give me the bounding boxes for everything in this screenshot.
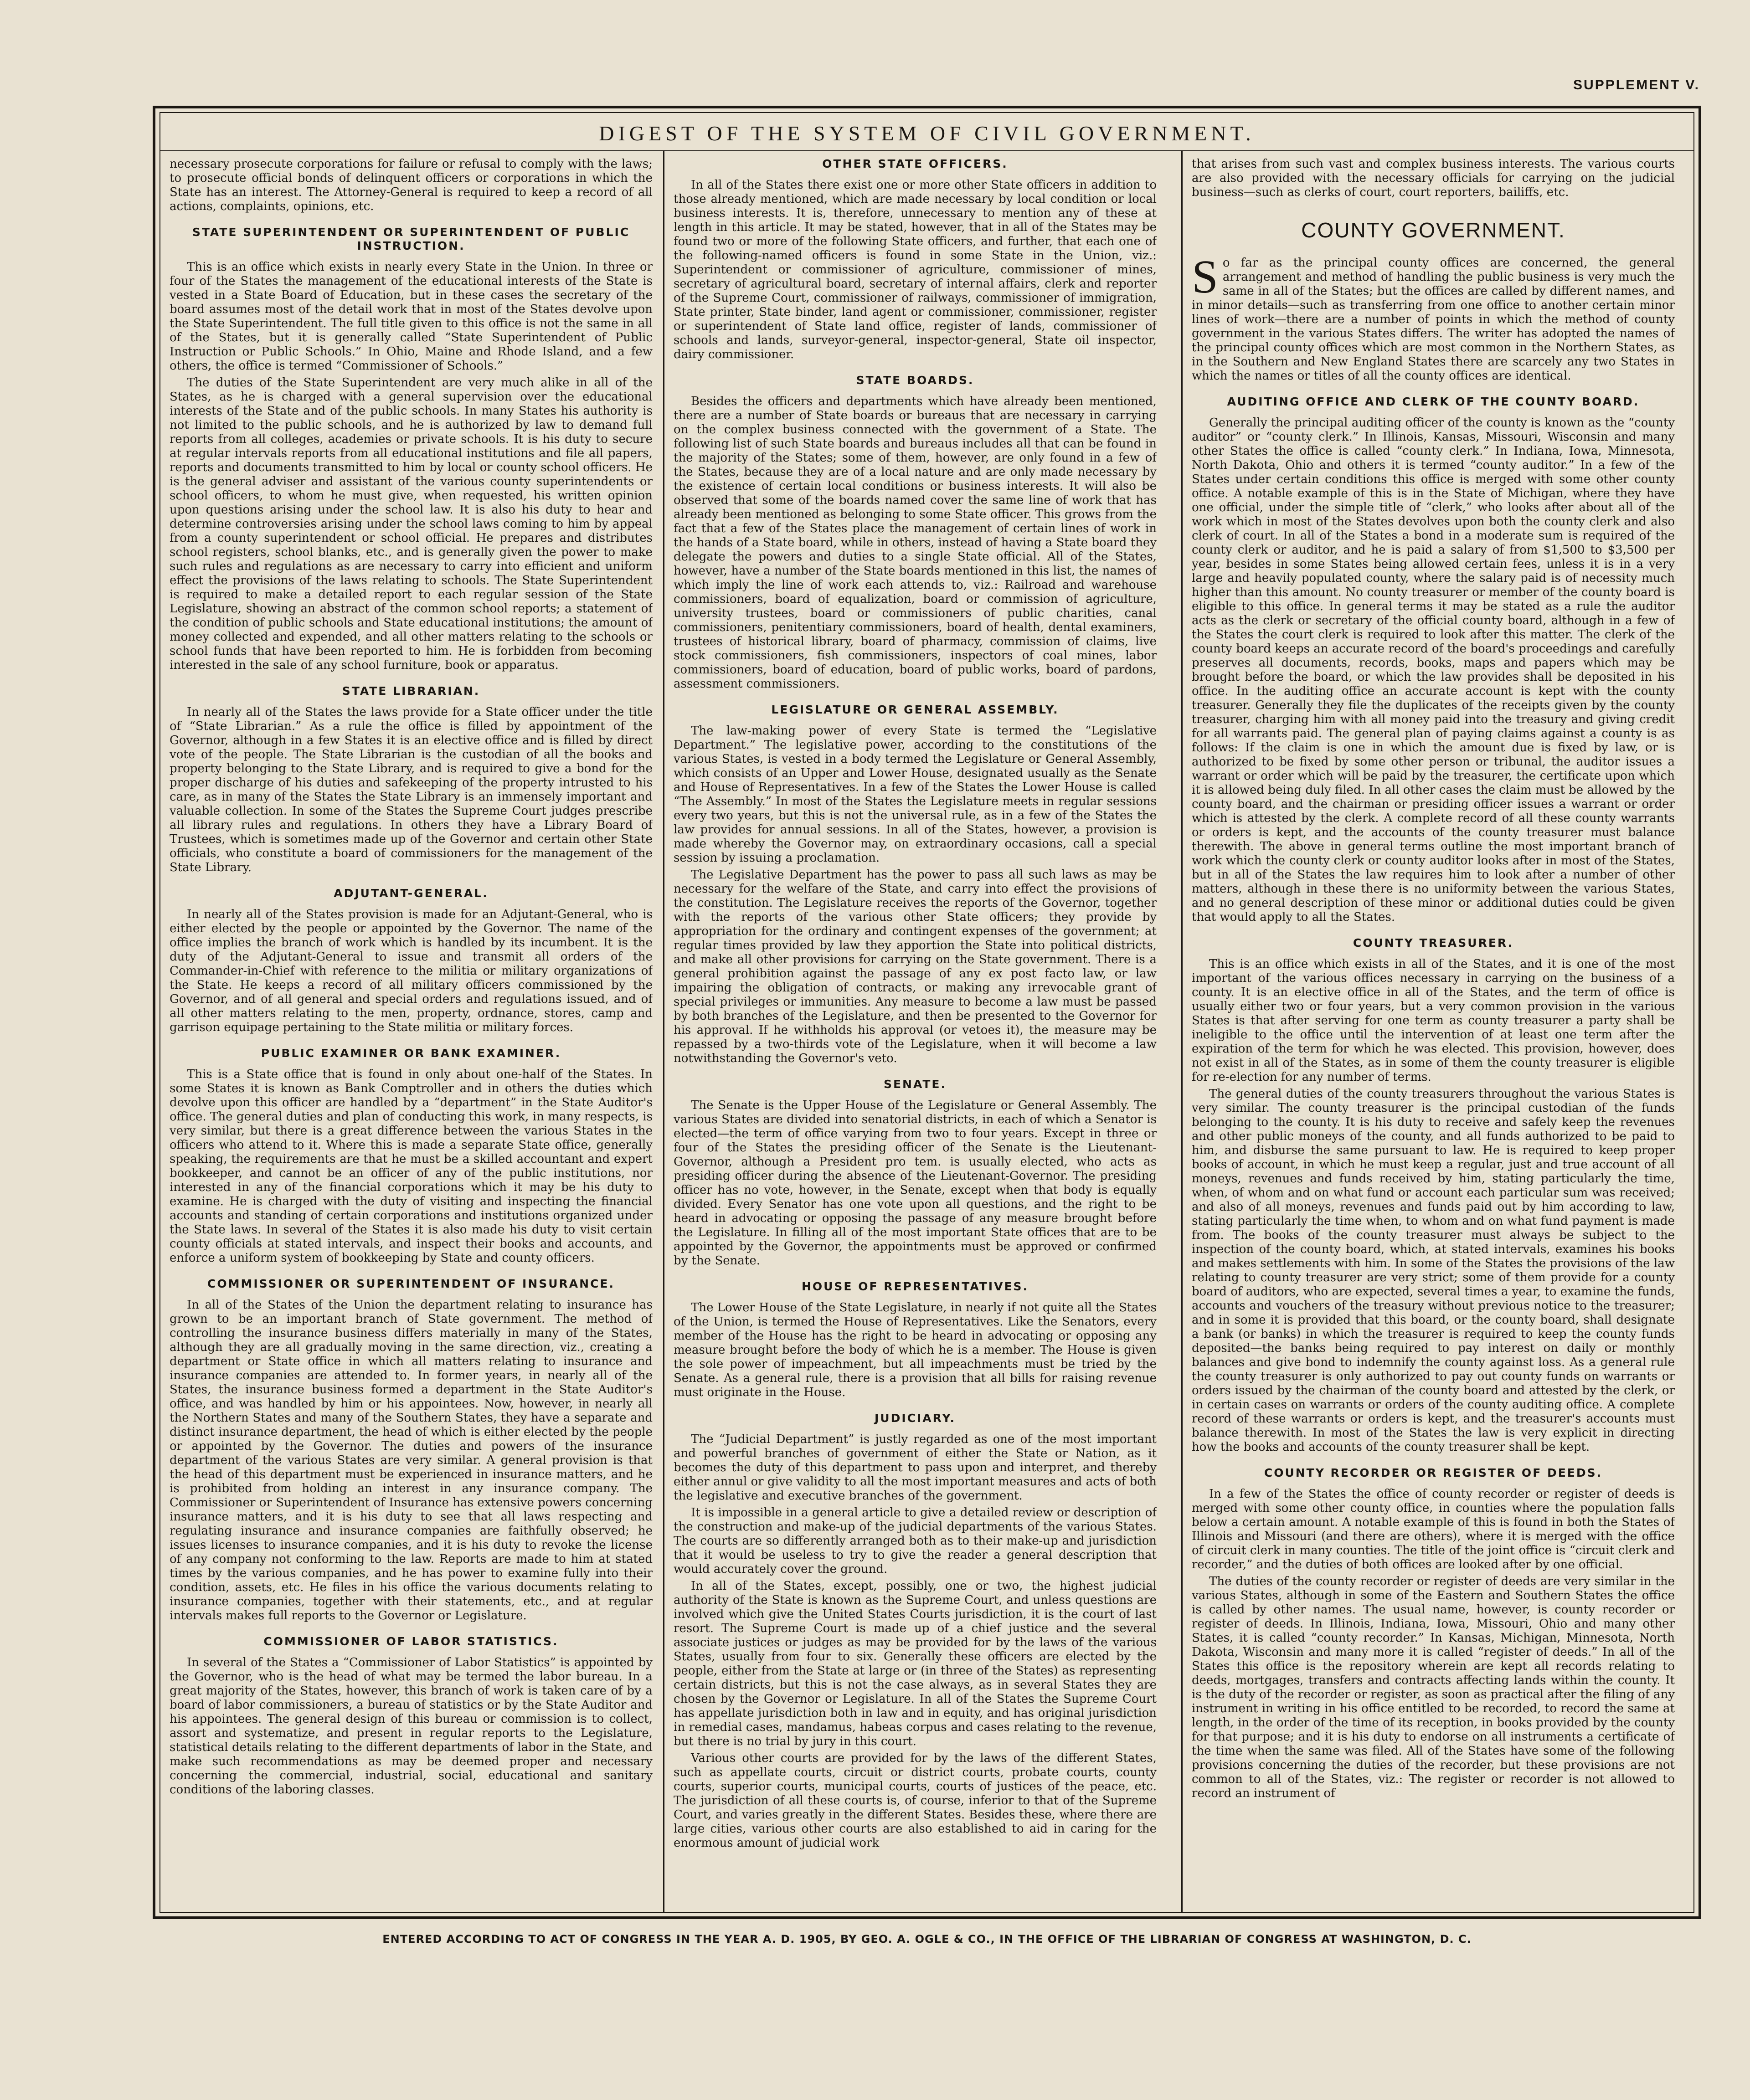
section-heading-superintendent: STATE SUPERINTENDENT OR SUPERINTENDENT OF PUBLIC INSTRUCTION. [192,226,630,252]
section-heading-other-officers: OTHER STATE OFFICERS. [822,157,1008,170]
paragraph: In all of the States of the Union the department relating to insurance has grown to be an important branch of State government. The method of controlling the insurance business differs materially in many of the States, although they are all gradually moving in the same direction, viz., creating a department or State office in which all matters relating to insurance and insurance companies are attended to. In former years, in nearly all of the States, the insurance business formed a department in the State Auditor's office, and was handled by him or his appointees. Now, however, in nearly all the Northern States and many of the Southern States, they have a separate and distinct insurance department, the head of which is either elected by the people or appointed by the Governor. The duties and powers of the insurance department of the various States are very similar. A general provision is that the head of this department must be experienced in insurance matters, and he is prohibited from holding an interest in any insurance company. The Commissioner or Superintendent of Insurance has extensive powers concerning insurance matters, and it is his duty to see that all laws respecting and regulating insurance and insurance companies are faithfully observed; he issues licenses to insurance companies, and it is his duty to revoke the license of any company not conforming to the law. Reports are made to him at stated times by the various companies, and he has power to examine fully into their condition, assets, etc. He files in his office the various documents relating to insurance companies, together with their statements, etc., and at regular intervals makes full reports to the Governor or Legislature. [170,1298,653,1622]
paragraph: Besides the officers and departments which have already been mentioned, there are a number of State boards or bureaus that are necessary in carrying on the complex business connected with the government of a State. The following list of such State boards and bureaus includes all that can be found in the majority of the States; some of them, however, are only found in a few of the States, because they are of a local nature and are only made necessary by the existence of certain local conditions or business interests. It will also be observed that some of the boards named cover the same line of work that has already been mentioned as belonging to some State officer. This grows from the fact that a few of the States place the management of certain lines of work in the hands of a State board, while in others, instead of having a State board they delegate the powers and duties to a single State official. All of the States, however, have a number of the State boards mentioned in this list, the names of which imply the line of work each attends to, viz.: Railroad and warehouse commissioners, board of equalization, board or commission of agriculture, university trustees, board or commissioners of public charities, canal commissioners, penitentiary commissioners, board of health, dental examiners, trustees of historical library, board of pharmacy, commission of claims, live stock commissioners, fish commissioners, inspectors of coal mines, labor commissioners, board of education, board of public works, board of pardons, assessment commissioners. [674,395,1157,691]
paragraph: In a few of the States the office of county recorder or register of deeds is merged with some other county office, in counties where the population falls below a certain amount. A notable example of this is found in both the States of Illinois and Missouri (and there are others), where it is merged with the office of circuit clerk in many counties. The title of the joint office is “circuit clerk and recorder,” and the duties of both offices are looked after by one official. [1192,1487,1675,1571]
section-heading-labor: COMMISSIONER OF LABOR STATISTICS. [263,1635,559,1648]
paragraph: So far as the principal county offices are concerned, the general arrangement and method of handling the public business is very much the same in all of the States; but the offices are called by different names, and in minor details—such as transferring from one office to another certain minor lines of work—there are a number of points in which the method of county government in the various States differs. The writer has adopted the names of the principal county offices which are most common in the Northern States, as in the Southern and New England States there are scarcely any two States in which the names or titles of all the county offices are identical. [1192,251,1675,383]
paragraph: The Lower House of the State Legislature, in nearly if not quite all the States of the Union, is termed the House of Representatives. Like the Senators, every member of the House has the right to be heard in advocating or opposing any measure brought before the body of which he is a member. The House is given the sole power of impeachment, but all impeachments must be tried by the Senate. As a general rule, there is a provision that all bills for raising revenue must originate in the House. [674,1301,1157,1399]
paragraph: This is an office which exists in nearly every State in the Union. In three or four of the States the management of the educational interests of the State is vested in a State Board of Education, but in these cases the secretary of the board assumes most of the detail work that in most of the States devolve upon the State Superintendent. The full title given to this office is not the same in all of the States, but it is generally called “State Superintendent of Public Instruction or Public Schools.” In Ohio, Maine and Rhode Island, and a few others, the office is termed “Commissioner of Schools.” [170,260,653,373]
paragraph: Generally the principal auditing officer of the county is known as the “county auditor” or “county clerk.” In Illinois, Kansas, Missouri, Wisconsin and many other States the office is called “county clerk.” In Indiana, Iowa, Minnesota, North Dakota, Ohio and others it is termed “county auditor.” In a few of the States under certain conditions this office is merged with some other county office. A notable example of this is in the State of Michigan, where they have one official, under the simple title of “clerk,” who looks after about all of the work which in most of the States devolves upon both the county clerk and also clerk of court. In all of the States a bond in a moderate sum is required of the county clerk or auditor, and he is paid a salary of from $1,500 to $3,500 per year, besides in some States being allowed certain fees, unless it is in a very large and heavily populated county, where the salary paid is of necessity much higher than this amount. No county treasurer or member of the county board is eligible to this office. In general terms it may be stated as a rule the auditor acts as the clerk or secretary of the official county board, although in a few of the States the court clerk is required to look after this matter. The clerk of the county board keeps an accurate record of the board's proceedings and carefully preserves all documents, records, books, maps and papers which may be brought before the board, or which the law provides shall be deposited in his office. In the auditing office an accurate account is kept with the county treasurer. Generally they file the duplicates of the receipts given by the county treasurer, charging him with all money paid into the treasury and giving credit for all warrants paid. The general plan of paying claims against a county is as follows: If the claim is one in which the amount due is fixed by law, or is authorized to be fixed by some other person or tribunal, the auditor issues a warrant or order which will be paid by the treasurer, the certificate upon which it is allowed being duly filed. In all other cases the claim must be allowed by the county board, and the chairman or presiding officer issues a warrant or order which is attested by the clerk. A complete record of all these county warrants or orders is kept, and the accounts of the county treasurer must balance therewith. The above in general terms outline the most important branch of work which the county clerk or county auditor looks after in most of the States, but in all of the States the law requires him to look after a number of other matters, although in these there is no uniformity between the various States, and no general description of these minor or additional duties could be given that would apply to all the States. [1192,416,1675,924]
paragraph: This is an office which exists in all of the States, and it is one of the most important of the various offices necessary in carrying on the business of a county. It is an elective office in all of the States, and the term of office is usually either two or four years, but a very common provision in the various States is that after serving for one term as county treasurer a party shall be ineligible to the office until the intervention of at least one term after the expiration of the term for which he was elected. This provision, however, does not exist in all of the States, as in some of them the county treasurer is eligible for re-election for any number of terms. [1192,957,1675,1084]
paragraph: In all of the States there exist one or more other State officers in addition to those already mentioned, which are made necessary by local condition or local business interests. It is, therefore, unnecessary to mention any of these at length in this article. It may be stated, however, that in all of the States may be found two or more of the following State officers, and further, that each one of the following-named officers is found in some State in the Union, viz.: Superintendent or commissioner of agriculture, commissioner of mines, secretary of agricultural board, secretary of internal affairs, clerk and reporter of the Supreme Court, commissioner of railways, commissioner of immigration, State printer, State binder, land agent or commissioner, commissioner, register or superintendent of State land office, register of lands, commissioner of schools and lands, surveyor-general, inspector-general, State oil inspector, dairy commissioner. [674,178,1157,361]
paragraph: In all of the States, except, possibly, one or two, the highest judicial authority of the State is known as the Supreme Court, and unless questions are involved which give the United States Courts jurisdiction, it is the court of last resort. The Supreme Court is made up of a chief justice and the several associate justices or judges as may be provided for by the laws of the various States, usually from four to six. Generally these officers are elected by the people, either from the State at large or (in three of the States) as representing certain districts, but this is not the case always, as in several States they are chosen by the Governor or Legislature. In all of the States the Supreme Court has appellate jurisdiction both in law and in equity, and has original jurisdiction in remedial cases, mandamus, habeas corpus and cases relating to the revenue, but there is no trial by jury in this court. [674,1579,1157,1748]
county-government-title: COUNTY GOVERNMENT. [1301,218,1565,242]
paragraph: Various other courts are provided for by the laws of the different States, such as appellate courts, circuit or district courts, probate courts, county courts, superior courts, municipal courts, courts of justices of the peace, etc. The jurisdiction of all these courts is, of course, inferior to that of the Supreme Court, and varies greatly in the different States. Besides these, where there are large cities, various other courts are also established to aid in caring for the enormous amount of judicial work [674,1751,1157,1850]
paragraph: In several of the States a “Commissioner of Labor Statistics” is appointed by the Governor, who is the head of what may be termed the labor bureau. In a great majority of the States, however, this branch of work is taken care of by a board of labor commissioners, a bureau of statistics or by the State Auditor and his appointees. The general design of this bureau or commission is to collect, assort and systematize, and present in regular reports to the Legislature, statistical details relating to the different departments of labor in the State, and make such recommendations as may be deemed proper and necessary concerning the commercial, industrial, social, educational and sanitary conditions of the laboring classes. [170,1656,653,1797]
column-1 [170,157,653,1907]
section-heading-house: HOUSE OF REPRESENTATIVES. [801,1280,1029,1293]
section-heading-boards: STATE BOARDS. [856,374,974,387]
paragraph: necessary prosecute corporations for failure or refusal to comply with the laws; to prosecute official bonds of delinquent officers or corporations in which the State has an interest. The Attorney-General is required to keep a record of all actions, complaints, opinions, etc. [170,157,653,213]
section-heading-judiciary: JUDICIARY. [875,1412,956,1425]
paragraph: The general duties of the county treasurers throughout the various States is very similar. The county treasurer is the principal custodian of the funds belonging to the county. It is his duty to receive and safely keep the revenues and other public moneys of the county, and all funds authorized to be paid to him, and disburse the same pursuant to law. He is required to keep proper books of account, in which he must keep a regular, just and true account of all moneys, revenues and funds received by him, stating particularly the time, when, of whom and on what fund or account each particular sum was received; and also of all moneys, revenues and funds paid out by him according to law, stating particularly the time when, to whom and on what fund payment is made from. The books of the county treasurer must always be subject to the inspection of the county board, which, at stated intervals, examines his books and makes settlements with him. In some of the States the provisions of the law relating to county treasurer are very strict; some of them provide for a county board of auditors, who are expected, several times a year, to examine the funds, accounts and vouchers of the treasury without previous notice to the treasurer; and in some it is provided that this board, or the county board, shall designate a bank (or banks) in which the treasurer is required to keep the county funds deposited—the banks being required to pay interest on daily or monthly balances and give bond to indemnify the county against loss. As a general rule the county treasurer is only authorized to pay out county funds on warrants or orders issued by the chairman of the county board and attested by the clerk, or in certain cases on warrants or orders of the county auditing office. A complete record of these warrants or orders is kept, and the treasurer's accounts must balance therewith. In most of the States the law is very explicit in directing how the books and accounts of the county treasurer shall be kept. [1192,1087,1675,1454]
column-3 [1192,157,1675,1907]
section-heading-treasurer: COUNTY TREASURER. [1353,936,1514,950]
section-heading-recorder: COUNTY RECORDER OR REGISTER OF DEEDS. [1264,1466,1603,1479]
section-heading-examiner: PUBLIC EXAMINER OR BANK EXAMINER. [261,1047,561,1060]
section-heading-librarian: STATE LIBRARIAN. [342,684,480,698]
section-heading-insurance: COMMISSIONER OR SUPERINTENDENT OF INSURANCE. [207,1277,615,1290]
column-divider-1 [663,151,664,1913]
column-divider-2 [1181,151,1183,1913]
paragraph: that arises from such vast and complex business interests. The various courts are also provided with the necessary officials for carrying on the judicial business—such as clerks of court, court reporters, bailiffs, etc. [1192,157,1675,199]
copyright-footer: ENTERED ACCORDING TO ACT OF CONGRESS IN THE YEAR A. D. 1905, BY GEO. A. OGLE & CO., IN THE OFFICE OF THE LIBRARIAN OF CONGRESS AT WASHINGTON, D. C. [382,1933,1472,1946]
paragraph: In nearly all of the States the laws provide for a State officer under the title of “State Librarian.” As a rule the office is filled by appointment of the Governor, although in a few States it is an elective office and is filled by direct vote of the people. The State Librarian is the custodian of all the books and property belonging to the State Library, and is required to give a bond for the proper discharge of his duties and safekeeping of the property intrusted to his care, as in many of the States the State Library is an immensely important and valuable collection. In some of the States the Supreme Court judges prescribe all library rules and regulations. In others they have a Library Board of Trustees, which is sometimes made up of the Governor and certain other State officials, who constitute a board of commissioners for the management of the State Library. [170,705,653,874]
paragraph: The “Judicial Department” is justly regarded as one of the most important and powerful branches of government of either the State or Nation, as it becomes the duty of this department to pass upon and interpret, and thereby either annul or give validity to all the most important measures and acts of both the legislative and executive branches of the government. [674,1433,1157,1503]
section-heading-auditing: AUDITING OFFICE AND CLERK OF THE COUNTY BOARD. [1227,395,1640,408]
paragraph: The duties of the county recorder or register of deeds are very similar in the various States, although in some of the Eastern and Southern States the office is called by other names. The usual name, however, is county recorder or register of deeds. In Illinois, Indiana, Iowa, Missouri, Ohio and many other States, it is called “county recorder.” In Kansas, Michigan, Minnesota, North Dakota, Wisconsin and many more it is called “register of deeds.” In all of the States this office is the repository wherein are kept all records relating to deeds, mortgages, transfers and contracts affecting lands within the county. It is the duty of the recorder or register, as soon as practical after the filing of any instrument in writing in his office entitled to be recorded, to record the same at length, in the order of the time of its reception, in books provided by the county for that purpose; and it is his duty to endorse on all instruments a certificate of the time when the same was filed. All of the States have some of the following provisions concerning the duties of the recorder, but these provisions are not common to all of the States, viz.: The register or recorder is not allowed to record an instrument of [1192,1575,1675,1800]
paragraph: The Legislative Department has the power to pass all such laws as may be necessary for the welfare of the State, and carry into effect the provisions of the constitution. The Legislature receives the reports of the Governor, together with the reports of the various other State officers; they provide by appropriation for the ordinary and contingent expenses of the government; at regular times provided by law they apportion the State into political districts, and make all other provisions for carrying on the State government. There is a general prohibition against the passage of any ex post facto law, or law impairing the obligation of contracts, or making any irrevocable grant of special privileges or immunities. Any measure to become a law must be passed by both branches of the Legislature, and then be presented to the Governor for his approval. If he withholds his approval (or vetoes it), the measure may be repassed by a two-thirds vote of the Legislature, when it will become a law notwithstanding the Governor's veto. [674,868,1157,1065]
supplement-label: SUPPLEMENT V. [1573,77,1700,92]
paragraph: It is impossible in a general article to give a detailed review or description of the construction and make-up of the judicial departments of the various States. The courts are so differently arranged both as to their make-up and jurisdiction that it would be useless to try to give the reader a general description that would accurately cover the ground. [674,1506,1157,1576]
paragraph: In nearly all of the States provision is made for an Adjutant-General, who is either elected by the people or appointed by the Governor. The name of the office implies the branch of work which is handled by its incumbent. It is the duty of the Adjutant-General to issue and transmit all orders of the Commander-in-Chief with reference to the militia or military organizations of the State. He keeps a record of all military officers commissioned by the Governor, and of all general and special orders and regulations issued, and of all other matters relating to the men, property, ordnance, stores, camp and garrison equipage pertaining to the State militia or military forces. [170,908,653,1034]
paragraph: The duties of the State Superintendent are very much alike in all of the States, as he is charged with a general supervision over the educational interests of the State and of the public schools. In many States his authority is not limited to the public schools, and he is authorized by law to demand full reports from all colleges, academies or private schools. It is his duty to secure at regular intervals reports from all educational institutions and file all papers, reports and documents transmitted to him by local or county school officers. He is the general adviser and assistant of the various county superintendents or school officers, to whom he must give, when requested, his written opinion upon questions arising under the school law. It is also his duty to hear and determine controversies arising under the school laws coming to him by appeal from a county superintendent or school official. He prepares and distributes school registers, school blanks, etc., and is generally given the power to make such rules and regulations as are necessary to carry into efficient and uniform effect the provisions of the laws relating to schools. The State Superintendent is required to make a detailed report to each regular session of the State Legislature, showing an abstract of the common school reports; a statement of the condition of public schools and State educational institutions; the amount of money collected and expended, and all other matters relating to the schools or school funds that have been reported to him. He is forbidden from becoming interested in the sale of any school furniture, book or apparatus. [170,376,653,672]
page-headline: DIGEST OF THE SYSTEM OF CIVIL GOVERNMENT. [599,122,1255,145]
section-heading-senate: SENATE. [883,1078,947,1091]
paragraph: This is a State office that is found in only about one-half of the States. In some States it is known as Bank Comptroller and in others the duties which devolve upon this officer are handled by a “department” in the State Auditor's office. The general duties and plan of conducting this work, in many respects, is very similar, but there is a great difference between the various States in the officers who attend to it. Where this is made a separate State office, generally speaking, the requirements are that he must be a skilled accountant and expert bookkeeper, and cannot be an officer of any of the public institutions, nor interested in any of the financial corporations which it may be his duty to examine. He is charged with the duty of visiting and inspecting the financial accounts and standing of certain corporations and institutions organized under the State laws. In several of the States it is also made his duty to visit certain county officials at stated intervals, and inspect their books and accounts, and enforce a uniform system of bookkeeping by State and county officers. [170,1068,653,1265]
headline-rule [160,150,1694,151]
paragraph: The law-making power of every State is termed the “Legislative Department.” The legislative power, according to the constitutions of the various States, is vested in a body termed the Legislature or General Assembly, which consists of an Upper and Lower House, designated usually as the Senate and House of Representatives. In a few of the States the Lower House is called “The Assembly.” In most of the States the Legislature meets in regular sessions every two years, but this is not the universal rule, as in a few of the States the law provides for annual sessions. In all of the States, however, a provision is made whereby the Governor may, on extraordinary occasions, call a special session by issuing a proclamation. [674,724,1157,865]
section-heading-legislature: LEGISLATURE OR GENERAL ASSEMBLY. [771,703,1059,716]
paragraph: The Senate is the Upper House of the Legislature or General Assembly. The various States are divided into senatorial districts, in each of which a Senator is elected—the term of office varying from two to four years. Except in three or four of the States the presiding officer of the Senate is the Lieutenant-Governor, although a President pro tem. is usually elected, who acts as presiding officer during the absence of the Lieutenant-Governor. The presiding officer has no vote, however, in the Senate, except when that body is equally divided. Every Senator has one vote upon all questions, and the right to be heard in advocating or opposing the passage of any measure brought before the Legislature. In filling all of the most important State offices that are to be appointed by the Governor, the appointments must be approved or confirmed by the Senate. [674,1099,1157,1268]
column-2 [674,157,1157,1907]
section-heading-adjutant: ADJUTANT-GENERAL. [334,887,489,900]
